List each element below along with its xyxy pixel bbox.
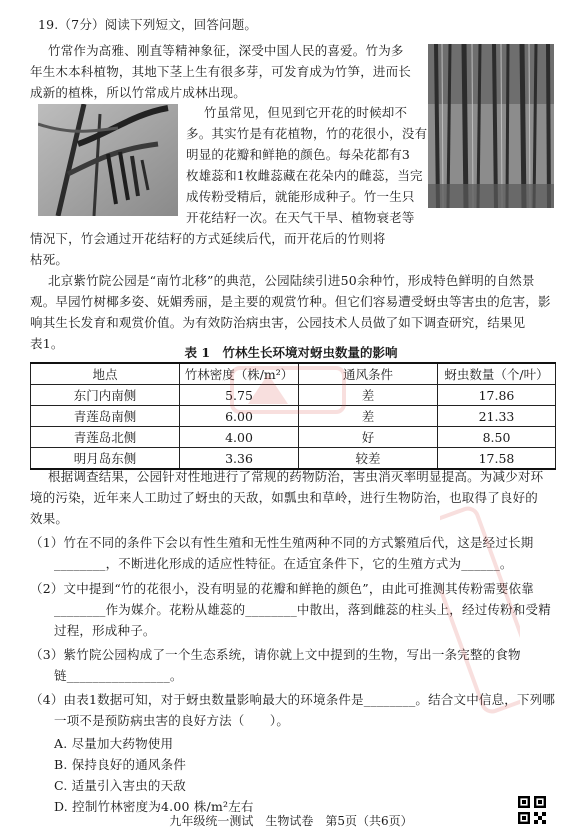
subquestion-line: （4）由表1数据可知，对于蚜虫数量影响最大的环境条件是________。结合文中信息，下列哪	[30, 692, 556, 707]
option-b: B. 保持良好的通风条件	[54, 757, 187, 772]
subquestion-line: （3）紫竹院公园构成了一个生态系统，请你就上文中提到的生物，写出一条完整的食物	[30, 647, 521, 662]
subquestion-line: 过程，形成种子。	[54, 623, 156, 638]
question-header: 19.（7分）阅读下列短文，回答问题。	[38, 17, 258, 32]
table-cell: 东门内南侧	[31, 385, 180, 406]
passage-line: 竹常作为高雅、刚直等精神象征，深受中国人民的喜爱。竹为多	[48, 43, 404, 58]
paragraph-line: 根据调查结果，公园针对性地进行了常规的药物防治，害虫消灭率明显提高。为减少对环	[48, 469, 544, 484]
option-c: C. 适量引入害虫的天敌	[54, 778, 186, 793]
passage-line: 多。其实竹是有花植物，竹的花很小，没有	[186, 126, 428, 141]
passage-line: 枯死。	[30, 252, 69, 267]
passage-line: 枚雄蕊和1枚雌蕊藏在花朵内的雌蕊，当完	[186, 168, 423, 183]
table-cell: 4.00	[180, 427, 299, 448]
table-header-cell: 通风条件	[299, 363, 438, 385]
table-header-cell: 地点	[31, 363, 180, 385]
table-cell: 差	[299, 406, 438, 427]
table-row	[31, 427, 556, 448]
watermark-logo-icon	[228, 360, 348, 420]
table-row	[31, 448, 556, 470]
table-cell: 6.00	[180, 406, 299, 427]
bamboo-flower-photo	[38, 104, 178, 216]
table-caption: 表 1 竹林生长环境对蚜虫数量的影响	[184, 345, 398, 360]
table-cell: 青莲岛南侧	[31, 406, 180, 427]
passage-line: 表1。	[30, 336, 64, 351]
passage-line: 成传粉受精后，就能形成种子。竹一生只	[186, 189, 415, 204]
passage-line: 情况下，竹会通过开花结籽的方式延续后代，而开花后的竹则将	[30, 231, 386, 246]
table-cell: 差	[299, 385, 438, 406]
table-cell: 17.86	[438, 385, 556, 406]
table-header-cell: 竹林密度（株/m²）	[180, 363, 299, 385]
table-cell: 明月岛东侧	[31, 448, 180, 470]
table-cell: 3.36	[180, 448, 299, 470]
option-d: D. 控制竹林密度为4.00 株/m²左右	[54, 799, 254, 814]
table-header-cell: 蚜虫数量（个/叶）	[438, 363, 556, 385]
table-cell: 5.75	[180, 385, 299, 406]
passage-line: 年生木本科植物，其地下茎上生有很多芽，可发育成为竹笋，进而长	[30, 64, 412, 79]
subquestion-line: 链________________。	[54, 668, 183, 683]
passage-line: 北京紫竹院公园是“南竹北移”的典范，公园陆续引进50余种竹，形成特色鲜明的自然景	[48, 273, 535, 288]
passage-line: 响其生长发育和观赏价值。为有效防治病虫害，公园技术人员做了如下调查研究，结果见	[30, 315, 526, 330]
table-cell: 8.50	[438, 427, 556, 448]
page-footer: 九年级统一测试 生物试卷 第5页（共6页）	[169, 814, 413, 828]
paragraph-line: 境的污染，近年来人工助过了蚜虫的天敌，如瓢虫和草岭，进行生物防治，也取得了良好的	[30, 490, 539, 505]
subquestion-line: （1）竹在不同的条件下会以有性生殖和无性生殖两种不同的方式繁殖后代，这是经过长期	[30, 535, 534, 550]
passage-line: 竹虽常见，但见到它开花的时候却不	[204, 105, 408, 120]
watermark-logo-icon	[440, 500, 520, 720]
option-a: A. 尽量加大药物使用	[54, 736, 174, 751]
table-cell: 21.33	[438, 406, 556, 427]
subquestion-line: 一项不是预防病虫害的良好方法（ ）。	[54, 713, 290, 728]
passage-line: 明显的花瓣和鲜艳的颜色。每朵花都有3	[186, 147, 411, 162]
table-cell: 好	[299, 427, 438, 448]
passage-line: 观。早园竹树椰多姿、妩媚秀丽，是主要的观赏竹种。但它们容易遭受蚜虫等害虫的危害，影	[30, 294, 551, 309]
qr-code-icon	[518, 796, 546, 824]
passage-line: 成新的植株，所以竹常成片成林出现。	[30, 85, 246, 100]
table-cell: 17.58	[438, 448, 556, 470]
subquestion-line: ________，不断进化形成的适应性特征。在适宜条件下，它的生殖方式为______。	[54, 556, 513, 571]
table-cell: 较差	[299, 448, 438, 470]
table-cell: 青莲岛北侧	[31, 427, 180, 448]
passage-line: 开花结籽一次。在天气干旱、植物衰老等	[186, 210, 415, 225]
subquestion-line: （2）文中提到“竹的花很小，没有明显的花瓣和鲜艳的颜色”，由此可推测其传粉需要依靠	[30, 581, 534, 596]
paragraph-line: 效果。	[30, 511, 69, 526]
bamboo-forest-photo	[428, 44, 554, 208]
subquestion-line: ________作为媒介。花粉从雄蕊的________中散出，落到雌蕊的柱头上，经过传粉和受精	[54, 602, 551, 617]
